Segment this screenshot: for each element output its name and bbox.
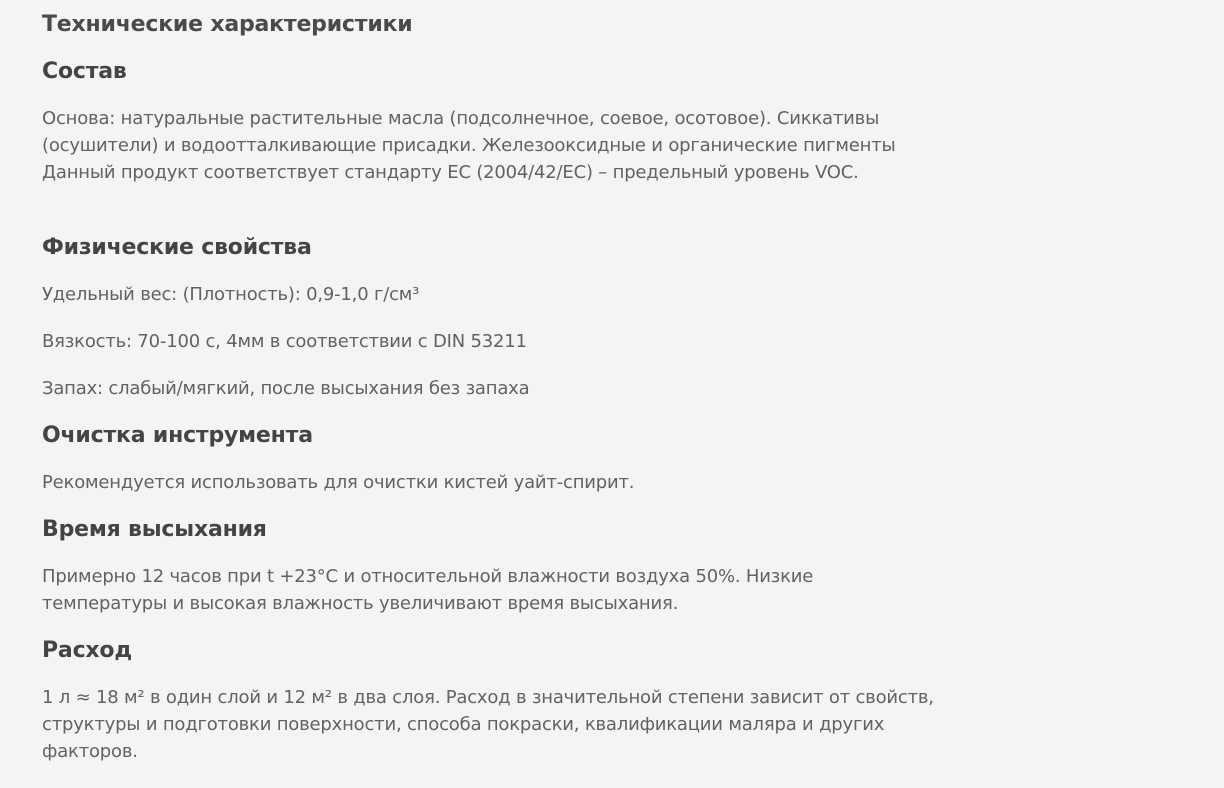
page-title: Технические характеристики (42, 12, 413, 37)
composition-heading: Состав (42, 59, 127, 84)
drying-time-text: Примерно 12 часов при t +23°С и относительной влажности воздуха 50%. Низкие температуры и высокая влажность увеличивают время высыхания. (42, 566, 814, 614)
cleaning-text: Рекомендуется использовать для очистки кистей уайт-спирит. (42, 472, 635, 493)
cleaning-heading: Очистка инструмента (42, 423, 313, 448)
smell-text: Запах: слабый/мягкий, после высыхания без запаха (42, 378, 530, 399)
consumption-text: 1 л ≈ 18 м² в один слой и 12 м² в два слоя. Расход в значительной степени зависит от свойств, структуры и подготовки поверхности, способа покраски, квалификации маляра и других факторов. (42, 687, 934, 762)
drying-time-heading: Время высыхания (42, 517, 267, 542)
consumption-heading: Расход (42, 638, 132, 663)
composition-text: Основа: натуральные растительные масла (подсолнечное, соевое, осотовое). Сиккативы (осушители) и водоотталкивающие присадки. Железооксидные и органические пигменты Данный продукт соответствует стандарту ЕС (2004/42/ЕС) – предельный уровень VOC. (42, 108, 896, 183)
density-text: Удельный вес: (Плотность): 0,9-1,0 г/см³ (42, 284, 420, 305)
viscosity-text: Вязкость: 70-100 с, 4мм в соответствии с DIN 53211 (42, 331, 527, 352)
physical-properties-heading: Физические свойства (42, 235, 312, 260)
